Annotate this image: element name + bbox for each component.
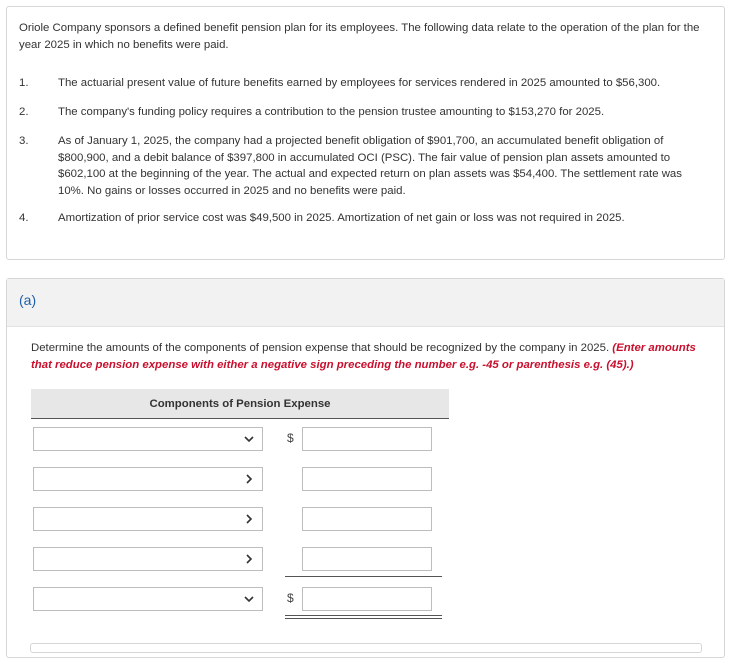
- part-instruction: [31, 340, 715, 374]
- component-select-3[interactable]: [33, 507, 263, 531]
- problem-intro: Oriole Company sponsors a defined benefit pension plan for its employees. The following data relate to the operation of the plan for the year 2025 in which no benefits were paid.: [19, 22, 700, 51]
- item-number: 3.: [19, 135, 29, 147]
- amount-input-1[interactable]: [302, 427, 432, 451]
- item-text: The actuarial present value of future benefits earned by employees for services rendered in 2025 amounted to $56,300.: [58, 77, 661, 89]
- item-number: 4.: [19, 212, 29, 224]
- chevron-right-icon: [244, 514, 254, 524]
- item-number: 2.: [19, 106, 29, 118]
- part-label: (a): [19, 292, 37, 308]
- item-text: Amortization of prior service cost was $49,500 in 2025. Amortization of net gain or loss was not required in 2025.: [58, 212, 625, 224]
- amount-input-3[interactable]: [302, 507, 432, 531]
- item-text: The company's funding policy requires a contribution to the pension trustee amounting to $153,270 for 2025.: [58, 106, 605, 118]
- currency-symbol: $: [287, 431, 294, 445]
- amount-input-total[interactable]: [302, 587, 432, 611]
- table-header: Components of Pension Expense: [31, 389, 449, 419]
- chevron-down-icon: [244, 434, 254, 444]
- amount-input-4[interactable]: [302, 547, 432, 571]
- chevron-right-icon: [244, 554, 254, 564]
- item-number: 1.: [19, 77, 29, 89]
- chevron-down-icon: [244, 594, 254, 604]
- instruction-text: Determine the amounts of the components of pension expense that should be recognized by the company in 2025.: [31, 342, 613, 354]
- problem-statement-panel: [6, 6, 725, 260]
- component-select-5[interactable]: [33, 587, 263, 611]
- currency-symbol: $: [287, 591, 294, 605]
- chevron-right-icon: [244, 474, 254, 484]
- component-select-4[interactable]: [33, 547, 263, 571]
- total-double-rule-bottom: [285, 618, 442, 619]
- instruction-note: (Enter amounts that reduce pension expense with either a negative sign preceding the number e.g. -45 or parenthesis e.g. (45).): [31, 342, 696, 371]
- component-select-1[interactable]: [33, 427, 263, 451]
- total-double-rule-top: [285, 615, 442, 616]
- item-text: As of January 1, 2025, the company had a projected benefit obligation of $901,700, an accumulated benefit obligation of $800,900, and a debit balance of $397,800 in accumulated OCI (PSC). The fair value of pension plan assets amounted to $602,100 at the beginning of the year. The actual and expected return on plan assets was $54,400. The settlement rate was 10%. No gains or losses occurred in 2025 and no benefits were paid.: [58, 135, 682, 197]
- next-panel-edge: [30, 643, 702, 653]
- subtotal-rule: [285, 576, 442, 577]
- part-a-header: [7, 279, 724, 327]
- component-select-2[interactable]: [33, 467, 263, 491]
- amount-input-2[interactable]: [302, 467, 432, 491]
